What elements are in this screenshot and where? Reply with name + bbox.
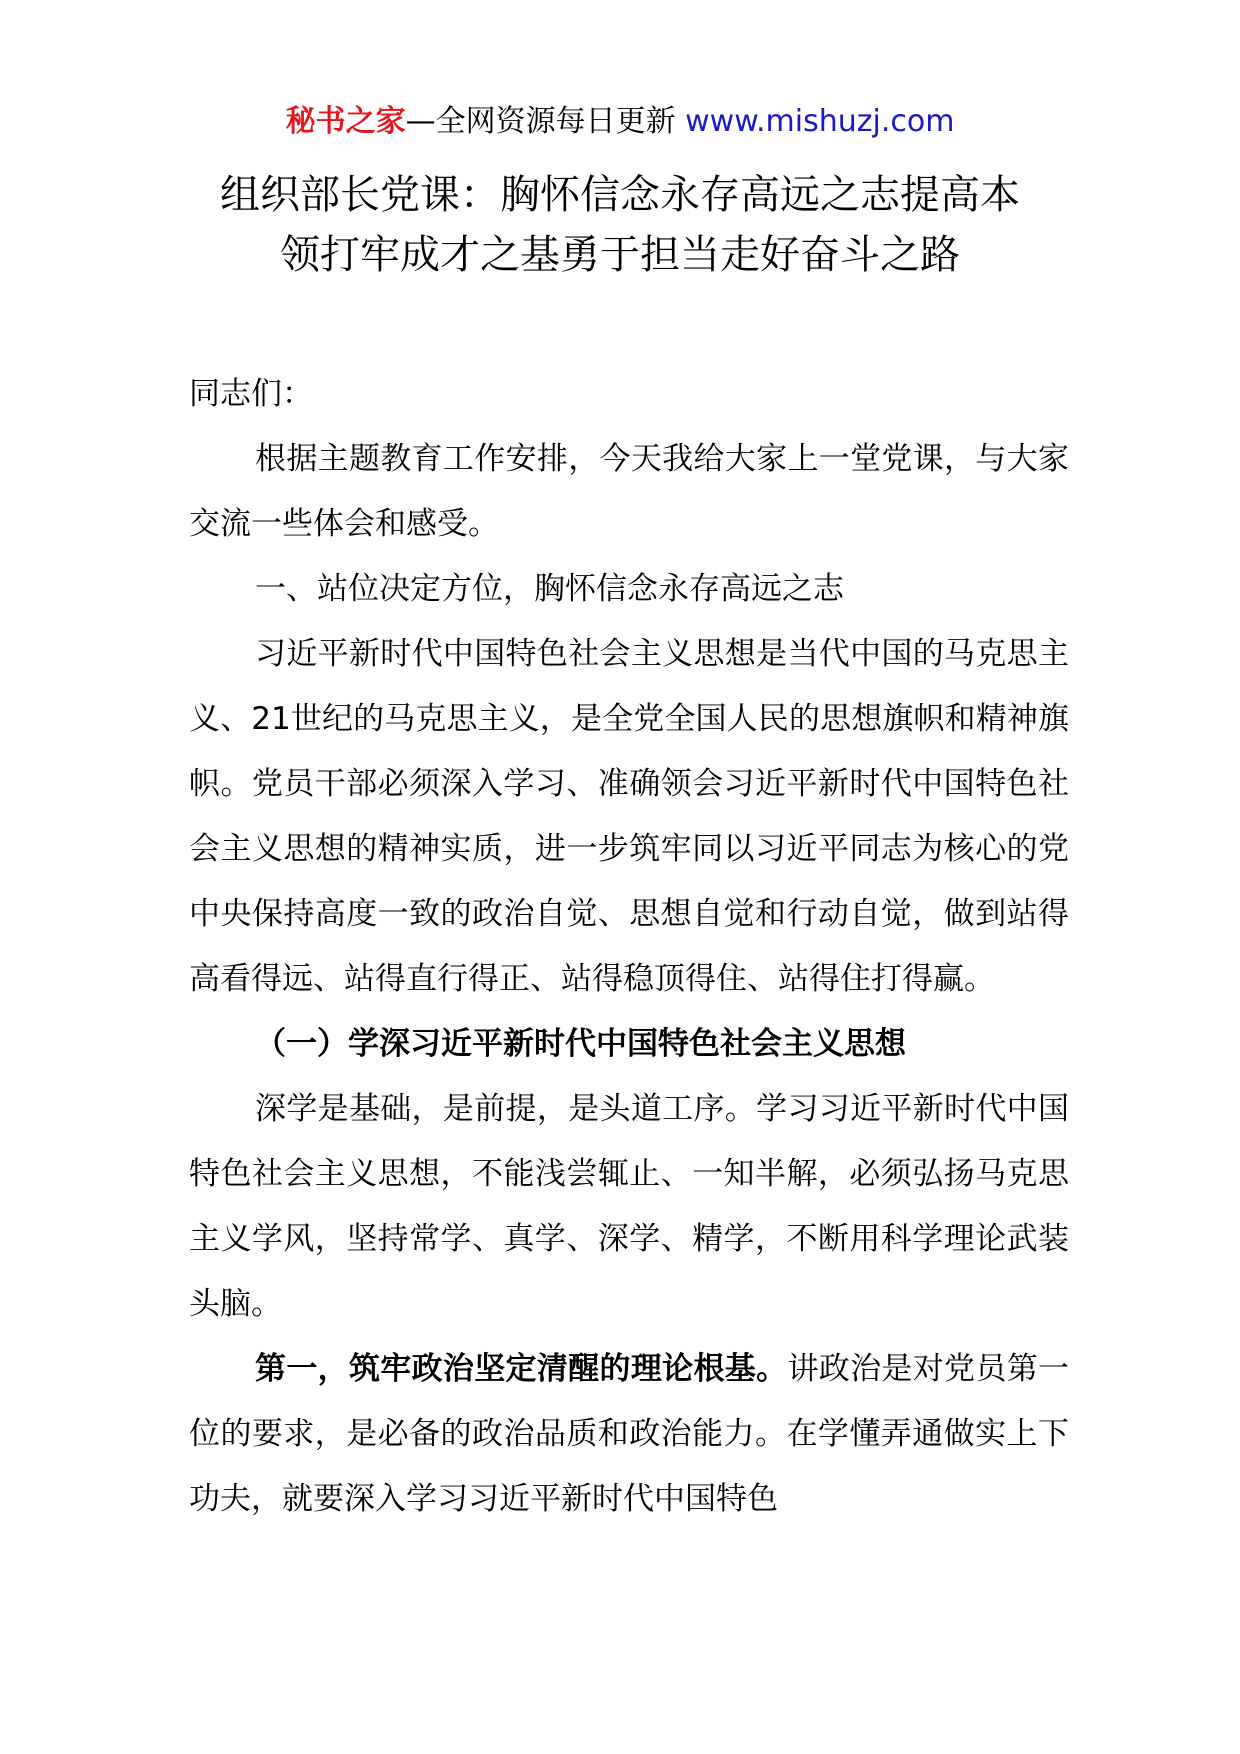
site-tagline: —全网资源每日更新: [405, 104, 676, 139]
point-1-text: 讲政治是对党员第一位的要求，是必备的政治品质和政治能力。在学懂弄通做实上下功夫，就要深入学习习近平新时代中国特色: [189, 1351, 1070, 1517]
section-1-heading: 一、站位决定方位，胸怀信念永存高远之志: [255, 571, 844, 607]
document-body: [189, 362, 1069, 1532]
point-1-lead: 第一，筑牢政治坚定清醒的理论根基。: [255, 1351, 788, 1387]
intro-paragraph: 根据主题教育工作安排，今天我给大家上一堂党课，与大家交流一些体会和感受。: [189, 441, 1069, 542]
section-1-paragraph: 习近平新时代中国特色社会主义思想是当代中国的马克思主义、21世纪的马克思主义，是全党全国人民的思想旗帜和精神旗帜。党员干部必须深入学习、准确领会习近平新时代中国特色社会主义思想的精神实质，进一步筑牢同以习近平同志为核心的党中央保持高度一致的政治自觉、思想自觉和行动自觉，做到站得高看得远、站得直行得正、站得稳顶得住、站得住打得赢。: [189, 636, 1069, 997]
site-url-link[interactable]: www.mishuzj.com: [685, 104, 955, 139]
salutation: 同志们：: [189, 376, 313, 412]
subsection-1-heading: （一）学深习近平新时代中国特色社会主义思想: [255, 1026, 906, 1062]
subsection-1-paragraph: 深学是基础，是前提，是头道工序。学习习近平新时代中国特色社会主义思想，不能浅尝辄止、一知半解，必须弘扬马克思主义学风，坚持常学、真学、深学、精学，不断用科学理论武装头脑。: [189, 1091, 1069, 1322]
document-title-line-2: 领打牢成才之基勇于担当走好奋斗之路: [280, 232, 960, 278]
point-1-paragraph: [189, 1337, 1069, 1532]
site-header: [0, 102, 1240, 142]
document-title-line-1: 组织部长党课：胸怀信念永存高远之志提高本: [220, 172, 1020, 218]
document-title: [150, 165, 1090, 285]
site-brand: 秘书之家: [285, 104, 406, 139]
